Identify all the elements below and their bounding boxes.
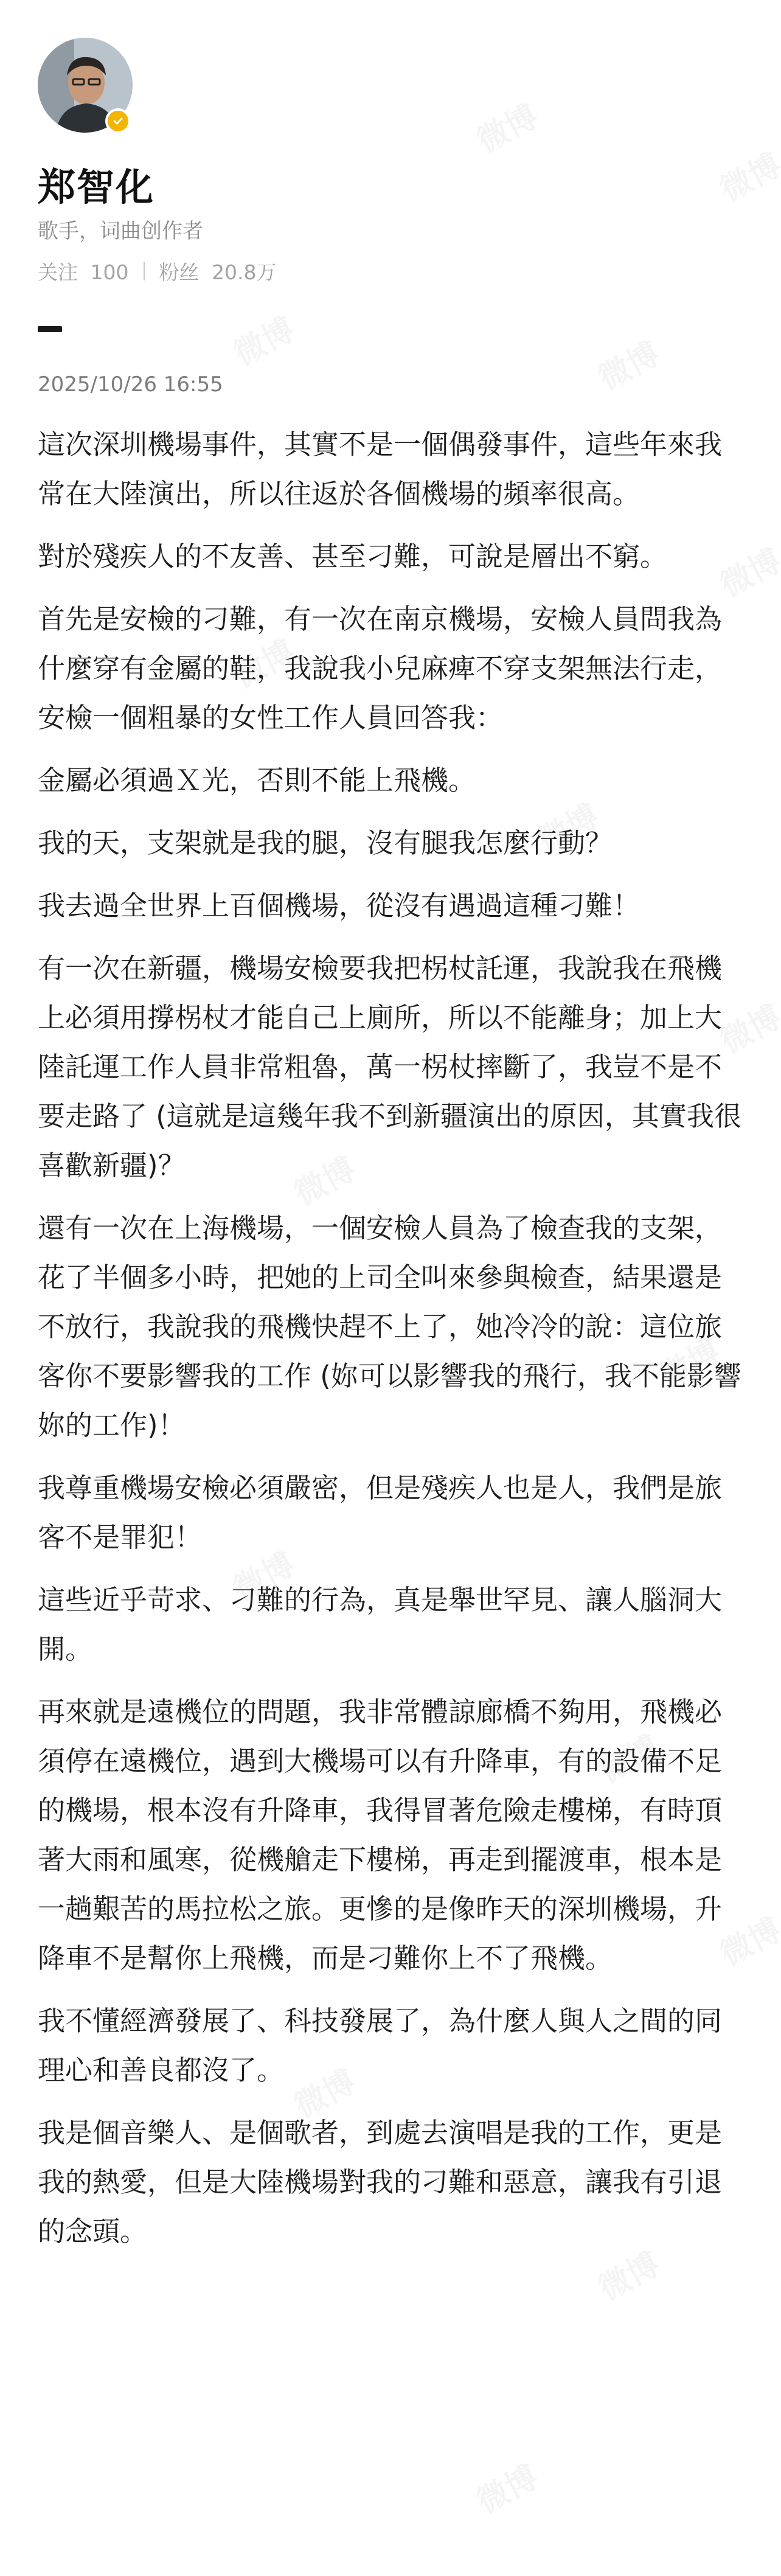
section-divider <box>38 326 62 332</box>
profile-stats <box>38 257 276 285</box>
post-paragraph: 我去過全世界上百個機場，從沒有遇過這種刁難！ <box>38 889 640 922</box>
post-paragraph: 我是個音樂人、是個歌者，到處去演唱是我的工作，更是我的熱愛，但是大陸機場對我的刁難和惡意，讓我有引退的念頭。 <box>38 2117 723 2247</box>
post-paragraph: 還有一次在上海機場，一個安檢人員為了檢查我的支架，花了半個多小時，把她的上司全叫來參與檢查，結果還是不放行，我說我的飛機快趕不上了，她冷冷的說：這位旅客你不要影響我的工作 (妳可以影響我的飛行，我不能影響妳的工作)！ <box>38 1212 741 1441</box>
following-count: 100 <box>90 260 129 284</box>
post-paragraph: 我的天，支架就是我的腿，沒有腿我怎麼行動？ <box>38 827 613 859</box>
post-paragraph: 我不懂經濟發展了、科技發展了，為什麼人與人之間的同理心和善良都沒了。 <box>38 2005 723 2086</box>
followers-label: 粉丝 <box>159 260 200 284</box>
post-paragraph: 再來就是遠機位的問題，我非常體諒廊橋不夠用，飛機必須停在遠機位，遇到大機場可以有升降車，有的設備不足的機場，根本沒有升降車，我得冒著危險走樓梯，有時頂著大雨和風寒，從機艙走下樓梯，再走到擺渡車，根本是一趟艱苦的馬拉松之旅。更慘的是像昨天的深圳機場，升降車不是幫你上飛機，而是刁難你上不了飛機。 <box>38 1696 723 1974</box>
post-paragraph: 這些近乎苛求、刁難的行為，真是舉世罕見、讓人腦洞大開。 <box>38 1584 723 1665</box>
post-paragraph: 我尊重機場安檢必須嚴密，但是殘疾人也是人，我們是旅客不是罪犯！ <box>38 1472 723 1553</box>
post-paragraph: 金屬必須過Ｘ光，否則不能上飛機。 <box>38 764 476 796</box>
followers-count: 20.8万 <box>212 260 277 284</box>
followers-link[interactable] <box>159 257 277 285</box>
watermark-text <box>710 140 781 210</box>
profile-bio: 歌手，词曲创作者 <box>38 219 203 243</box>
post-date: 2025/10/26 16:55 <box>38 372 223 397</box>
verified-badge-icon <box>105 108 131 134</box>
following-label: 关注 <box>38 260 78 284</box>
watermark-text <box>224 304 301 374</box>
post-paragraph: 對於殘疾人的不友善、甚至刁難，可說是層出不窮。 <box>38 540 668 573</box>
stats-divider <box>144 262 145 280</box>
watermark-text <box>467 2452 544 2522</box>
following-link[interactable] <box>38 257 129 285</box>
watermark-text <box>467 91 544 161</box>
post-paragraph: 有一次在新疆，機場安檢要我把柺杖託運，我說我在飛機上必須用撐柺杖才能自己上廁所，所以不能離身；加上大陸託運工作人員非常粗魯，萬一柺杖摔斷了，我豈不是不要走路了 (這就是這幾年我不到新疆演出的原因，其實我很喜歡新疆)？ <box>38 952 741 1182</box>
profile-name[interactable]: 郑智化 <box>38 165 155 209</box>
post-content <box>38 420 743 2269</box>
watermark-text <box>589 329 666 399</box>
post-paragraph: 這次深圳機場事件，其實不是一個偶發事件，這些年來我常在大陸演出，所以往返於各個機場的頻率很高。 <box>38 428 723 510</box>
post-paragraph: 首先是安檢的刁難，有一次在南京機場，安檢人員問我為什麼穿有金屬的鞋，我說我小兒麻痺不穿支架無法行走，安檢一個粗暴的女性工作人員回答我： <box>38 603 723 734</box>
